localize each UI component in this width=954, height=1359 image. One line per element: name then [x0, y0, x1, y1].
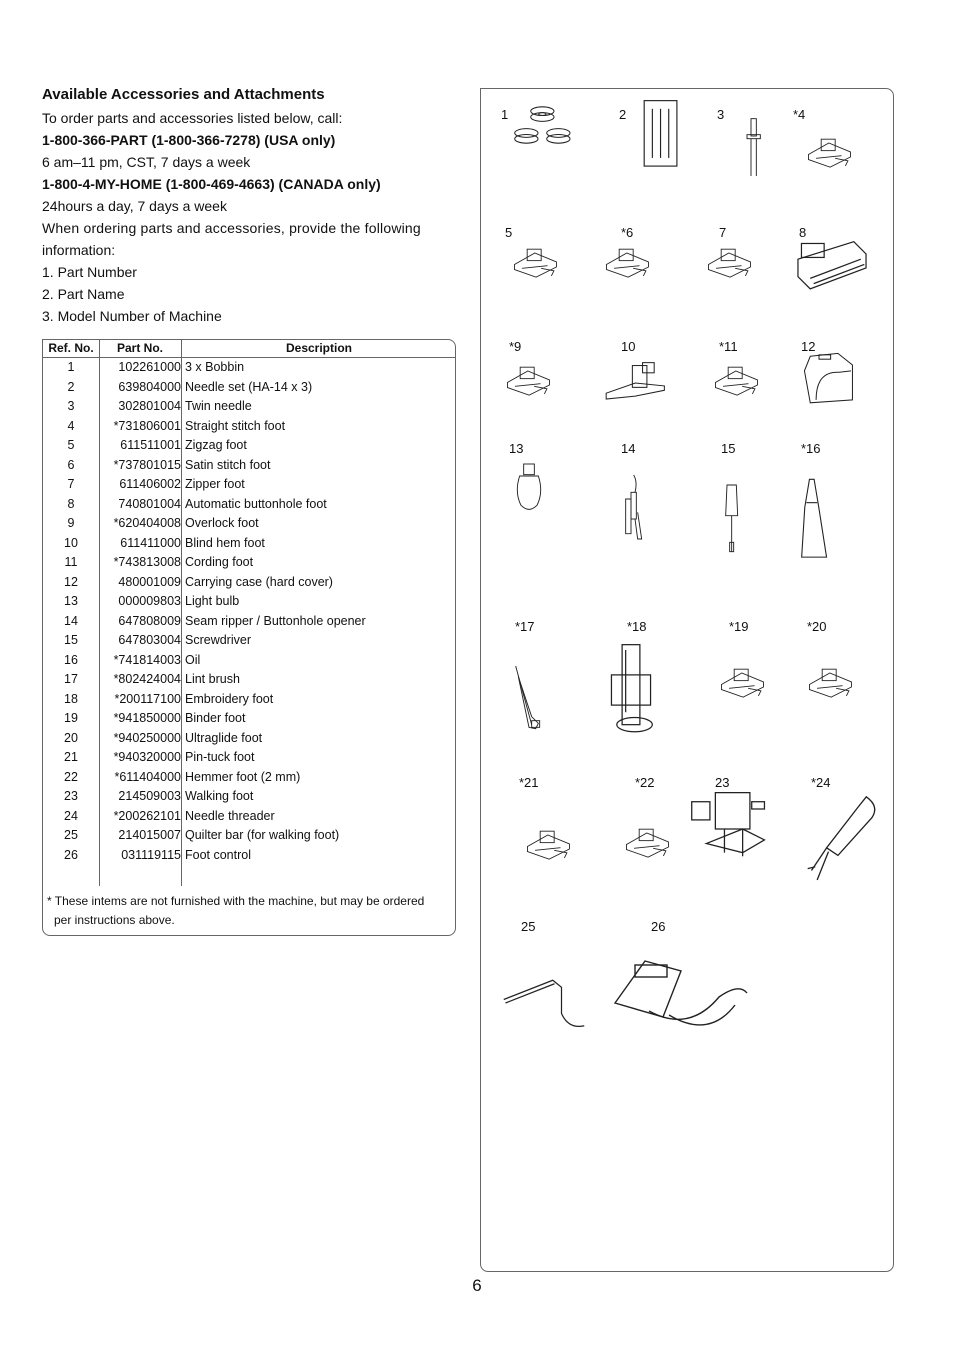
illustration-label: 14: [621, 441, 636, 456]
part-no-cell: 214509003: [118, 789, 181, 803]
description-cell: Foot control: [185, 847, 252, 862]
part-no-cell: 031119115: [121, 847, 181, 862]
table-row: [43, 456, 455, 476]
info-list-item: 2. Part Name: [42, 286, 125, 302]
description-cell: Ultraglide foot: [185, 730, 263, 745]
description-cell: Cording foot: [185, 555, 254, 569]
illustration-label: *6: [621, 225, 634, 240]
presser-foot-icon: [793, 659, 873, 729]
part-no-cell: *802424004: [113, 672, 181, 686]
table-row: [43, 612, 455, 632]
illustration-label: 15: [721, 441, 736, 456]
description-cell: Needle threader: [185, 808, 275, 823]
illustration-label: 10: [621, 339, 636, 354]
illustration-label: *20: [807, 619, 827, 634]
part-no-cell: 639804000: [118, 379, 181, 394]
ref-no-cell: 1: [67, 360, 75, 374]
ref-no-cell: 7: [67, 477, 75, 491]
oil-bottle-icon: [783, 459, 853, 579]
presser-foot-icon: [585, 239, 675, 309]
quilter-bar-icon: [489, 961, 599, 1031]
table-row: [43, 417, 455, 437]
twin-needle-icon: [727, 99, 787, 209]
part-no-cell: *940250000: [113, 730, 181, 745]
part-no-cell: 611511001: [120, 438, 181, 452]
ref-no-cell: 4: [67, 418, 75, 433]
table-row: [43, 748, 455, 768]
table-row: [43, 495, 455, 515]
part-no-cell: 647808009: [118, 613, 181, 628]
table-header: [43, 340, 455, 358]
ref-no-cell: 5: [67, 438, 75, 452]
illustrations-panel: [480, 88, 894, 1272]
carrying-case-icon: [785, 349, 869, 429]
usa-hours: 6 am–11 pm, CST, 7 days a week: [42, 154, 251, 170]
part-no-cell: *620404008: [113, 516, 181, 530]
screwdriver-icon: [707, 459, 767, 579]
light-bulb-icon: [505, 453, 565, 543]
presser-foot-icon: [491, 357, 571, 427]
ordering-info: [42, 86, 458, 327]
presser-foot-icon: [695, 659, 795, 729]
description-cell: Pin-tuck foot: [185, 750, 255, 764]
part-no-cell: *941850000: [113, 711, 181, 725]
description-cell: Light bulb: [185, 594, 240, 608]
table-row: [43, 534, 455, 554]
part-no-cell: 214015007: [118, 828, 181, 842]
description-cell: Screwdriver: [185, 633, 251, 647]
ref-no-cell: 8: [67, 496, 75, 511]
table-row: [43, 729, 455, 749]
description-cell: Overlock foot: [185, 516, 259, 530]
description-cell: Needle set (HA-14 x 3): [185, 379, 313, 394]
description-cell: Blind hem foot: [185, 535, 265, 550]
description-cell: Zigzag foot: [185, 438, 247, 452]
description-cell: Seam ripper / Buttonhole opener: [185, 613, 366, 628]
part-no-cell: *743813008: [113, 555, 181, 569]
illustration-label: *18: [627, 619, 647, 634]
table-row: [43, 846, 455, 866]
illustration-label: *11: [719, 339, 738, 354]
description-cell: Lint brush: [185, 672, 240, 686]
ref-no-cell: 3: [67, 399, 75, 413]
section-title: Available Accessories and Attachments: [42, 86, 325, 103]
presser-foot-icon: [511, 821, 591, 891]
part-no-cell: 611406002: [119, 477, 181, 491]
description-cell: Oil: [185, 652, 201, 667]
info-list-item: 3. Model Number of Machine: [42, 308, 222, 324]
ref-no-cell: 15: [64, 633, 78, 647]
table-row: [43, 436, 455, 456]
info-instructions: When ordering parts and accessories, provide the following: [42, 220, 421, 236]
ref-no-cell: 11: [64, 555, 78, 569]
illustration-label: *21: [519, 775, 539, 790]
footnote: [47, 892, 453, 930]
illustration-label: *9: [509, 339, 522, 354]
part-no-cell: *940320000: [113, 750, 181, 764]
ref-no-cell: 10: [64, 535, 78, 550]
ref-no-cell: 18: [64, 691, 78, 706]
usa-phone: 1-800-366-PART (1-800-366-7278) (USA only): [42, 132, 336, 148]
ref-no-cell: 13: [64, 594, 78, 608]
presser-foot-icon: [787, 129, 877, 199]
page-number: 6: [472, 1276, 482, 1295]
header-ref-no: Ref. No.: [48, 341, 94, 355]
footnote-line: per instructions above.: [54, 913, 175, 927]
illustration-label: *17: [515, 619, 535, 634]
table-row: [43, 514, 455, 534]
ref-no-cell: 25: [64, 828, 78, 842]
order-instructions: To order parts and accessories listed below, call:: [42, 110, 343, 126]
part-no-cell: *741814003: [113, 652, 181, 667]
table-row: [43, 670, 455, 690]
part-no-cell: 480001009: [118, 574, 181, 589]
table-row: [43, 592, 455, 612]
footnote-line: * These intems are not furnished with the machine, but may be ordered: [47, 894, 425, 908]
info-instructions-cont: information:: [42, 242, 116, 258]
canada-hours: 24hours a day, 7 days a week: [42, 198, 227, 214]
ref-no-cell: 16: [64, 652, 78, 667]
illustration-label: 7: [719, 225, 727, 240]
table-row: [43, 475, 455, 495]
ref-no-cell: 12: [64, 574, 78, 589]
parts-table: [42, 339, 456, 936]
illustration-label: 8: [799, 225, 807, 240]
lint-brush-icon: [509, 645, 569, 755]
ref-no-cell: 19: [64, 711, 78, 725]
needle-set-icon: [623, 99, 703, 189]
table-row: [43, 826, 455, 846]
illustration-label: *22: [635, 775, 655, 790]
illustration-label: 13: [509, 441, 524, 456]
ref-no-cell: 2: [67, 379, 75, 394]
part-no-cell: 000009803: [118, 594, 181, 608]
ref-no-cell: 21: [64, 750, 78, 764]
description-cell: Twin needle: [185, 399, 252, 413]
buttonhole-foot-icon: [777, 233, 887, 329]
seam-ripper-icon: [611, 449, 671, 569]
header-description: Description: [285, 341, 352, 355]
table-row: [43, 709, 455, 729]
presser-foot-icon: [699, 357, 779, 427]
description-cell: Quilter bar (for walking foot): [185, 828, 340, 842]
illustration-label: *16: [801, 441, 821, 456]
description-cell: Straight stitch foot: [185, 418, 286, 433]
illustration-label: 2: [619, 107, 627, 122]
description-cell: Automatic buttonhole foot: [185, 496, 327, 511]
illustration-label: *19: [729, 619, 749, 634]
illustration-label: 25: [521, 919, 536, 934]
table-row: [43, 358, 455, 378]
table-row: [43, 651, 455, 671]
blind-hem-foot-icon: [591, 351, 681, 431]
part-no-cell: 302801004: [118, 399, 181, 413]
illustration-label: 3: [717, 107, 725, 122]
description-cell: Walking foot: [185, 789, 254, 803]
part-no-cell: *200262101: [113, 808, 181, 823]
table-row: [43, 378, 455, 398]
info-list-item: 1. Part Number: [42, 264, 137, 280]
ref-no-cell: 26: [64, 847, 78, 862]
ref-no-cell: 20: [64, 730, 78, 745]
ref-no-cell: 23: [64, 789, 78, 803]
table-row: [43, 807, 455, 827]
illustration-label: *24: [811, 775, 831, 790]
description-cell: Binder foot: [185, 711, 246, 725]
illustration-label: 1: [501, 107, 509, 122]
description-cell: Hemmer foot (2 mm): [185, 769, 301, 784]
description-cell: Zipper foot: [185, 477, 245, 491]
presser-foot-icon: [687, 239, 777, 309]
description-cell: 3 x Bobbin: [185, 360, 245, 374]
description-cell: Carrying case (hard cover): [185, 574, 333, 589]
ref-no-cell: 24: [64, 808, 78, 823]
part-no-cell: 740801004: [118, 496, 181, 511]
table-row: [43, 553, 455, 573]
table-row: [43, 768, 455, 788]
illustration-label: 5: [505, 225, 513, 240]
ref-no-cell: 9: [67, 516, 75, 530]
illustration-label: 12: [801, 339, 816, 354]
header-part-no: Part No.: [116, 341, 163, 355]
illustration-label: 23: [715, 775, 730, 790]
presser-foot-icon: [493, 239, 583, 309]
ref-no-cell: 17: [64, 672, 78, 686]
ref-no-cell: 6: [67, 457, 75, 472]
part-no-cell: 611411000: [120, 535, 181, 550]
part-no-cell: *200117100: [114, 691, 181, 706]
part-no-cell: *737801015: [113, 457, 181, 472]
walking-foot-icon: [681, 789, 777, 889]
needle-threader-icon: [789, 793, 885, 897]
illustration-label: 26: [651, 919, 666, 934]
illustration-label: *4: [793, 107, 806, 122]
part-no-cell: 102261000: [118, 360, 181, 374]
table-row: [43, 690, 455, 710]
bobbin-icon: [501, 101, 591, 181]
part-no-cell: *731806001: [113, 418, 181, 433]
table-row: [43, 631, 455, 651]
part-no-cell: 647803004: [118, 633, 181, 647]
description-cell: Embroidery foot: [185, 691, 274, 706]
part-no-cell: *611404000: [114, 769, 181, 784]
embroidery-foot-icon: [599, 635, 679, 745]
description-cell: Satin stitch foot: [185, 457, 271, 472]
canada-phone: 1-800-4-MY-HOME (1-800-469-4663) (CANADA only): [42, 176, 381, 192]
ref-no-cell: 14: [64, 613, 78, 628]
ref-no-cell: 22: [64, 769, 78, 784]
table-row: [43, 397, 455, 417]
table-row: [43, 573, 455, 593]
foot-control-icon: [609, 953, 749, 1043]
table-row: [43, 787, 455, 807]
